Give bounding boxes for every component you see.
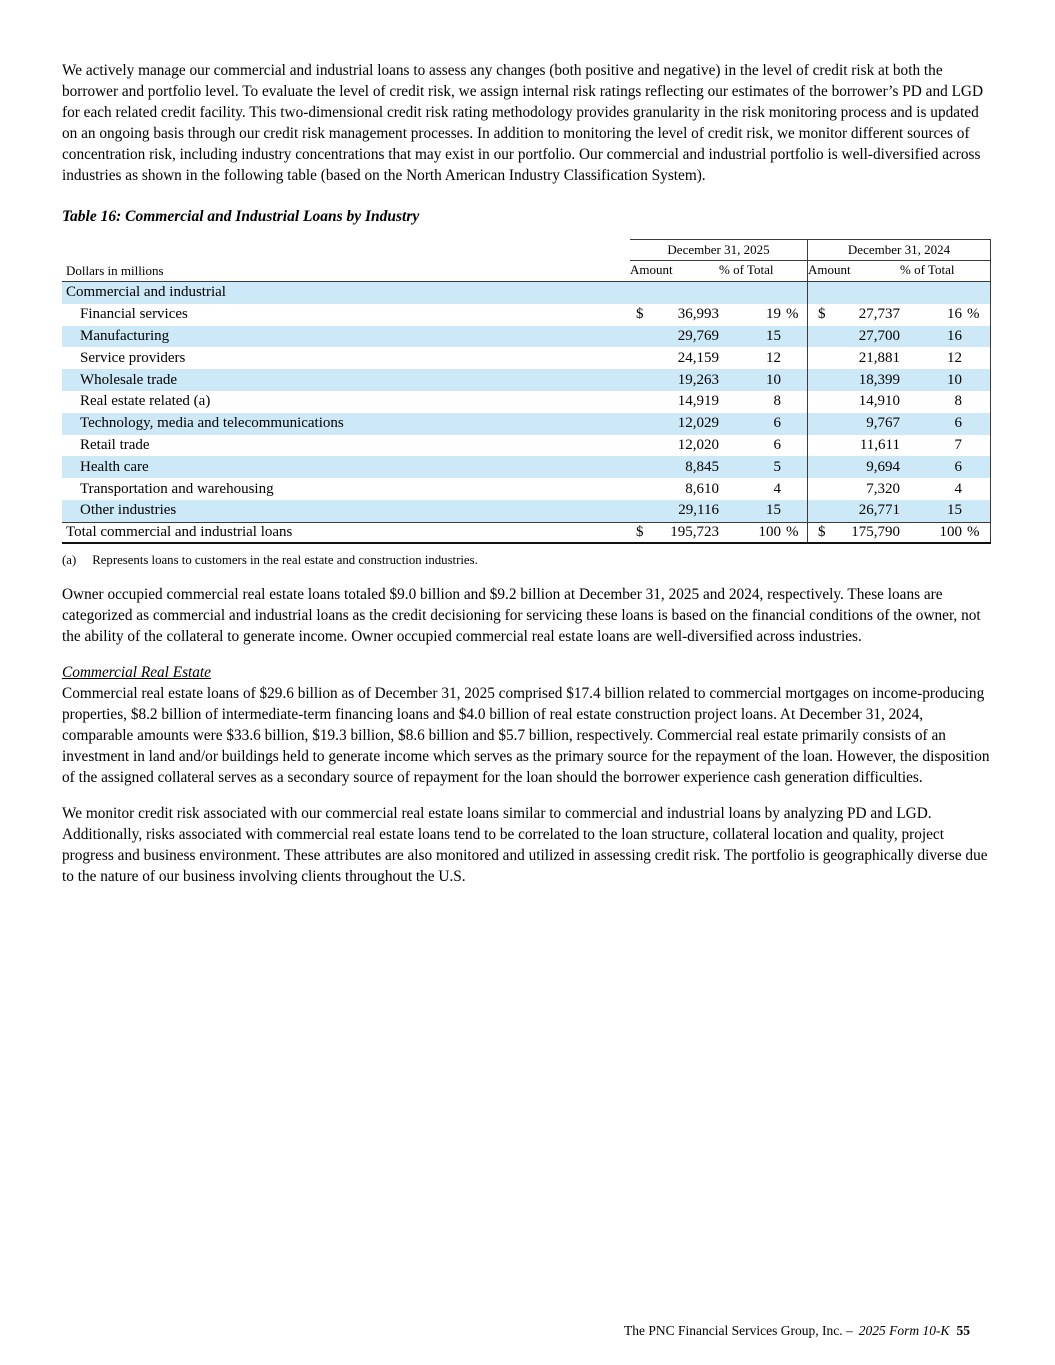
row-label: Commercial and industrial [66, 284, 226, 301]
row-values-2025 [630, 456, 807, 478]
amount-2025: 36,993 [677, 306, 719, 323]
header-spacer [62, 239, 630, 261]
amount-2025: 19,263 [677, 371, 719, 388]
row-label: Technology, media and telecommunications [80, 415, 344, 432]
table-row [62, 500, 991, 522]
pct-2024: 8 [954, 393, 962, 410]
table-row [62, 413, 991, 435]
amount-2024: 21,881 [858, 349, 900, 366]
commercial-real-estate-heading: Commercial Real Estate [62, 663, 211, 681]
industry-loans-table [62, 239, 991, 568]
amount-2024: 175,790 [851, 523, 900, 540]
table-footnote [62, 553, 991, 568]
footer-page-number: 55 [956, 1323, 970, 1338]
table-header-dates-row [62, 239, 991, 261]
pct-of-total-header-2025: % of Total [719, 262, 774, 277]
pct-2025: 10 [766, 371, 781, 388]
row-values-2024 [807, 304, 991, 326]
pct-2024: 6 [954, 458, 962, 475]
subheaders-2024 [807, 261, 991, 281]
amount-2024: 9,694 [866, 458, 900, 475]
amount-2024: 26,771 [858, 502, 900, 519]
row-values-2024 [807, 391, 991, 413]
amount-2024: 27,700 [858, 327, 900, 344]
pct-2025: 5 [773, 458, 781, 475]
row-values-2024 [807, 413, 991, 435]
amount-header-2025: Amount [630, 262, 673, 277]
pct-2024: 12 [947, 349, 962, 366]
paragraph-intro: We actively manage our commercial and industrial loans to assess any changes (both positive and negative) in the level of credit risk at both the borrower and portfolio level. To evaluate the level of credit risk, we assign internal risk ratings reflecting our estimates of the borrower’s PD and LGD for each related credit facility. This two-dimensional credit risk rating methodology provides granularity in the risk monitoring process and is updated on an ongoing basis through our credit risk management processes. In addition to monitoring the level of credit risk, we monitor different sources of concentration risk, including industry concentrations that may exist in our portfolio. Our commercial and industrial portfolio is well-diversified across industries as shown in the following table (based on the North American Industry Classification System). [62, 62, 984, 184]
pct-2025: 15 [766, 502, 781, 519]
amount-2025: 12,029 [677, 415, 719, 432]
amount-2025: 14,919 [677, 393, 719, 410]
row-values-2025 [630, 435, 807, 457]
row-values-2025 [630, 478, 807, 500]
table-row [62, 282, 991, 304]
amount-2024: 18,399 [858, 371, 900, 388]
row-label: Financial services [80, 306, 188, 323]
pct-2025: 6 [773, 415, 781, 432]
row-values-2024 [807, 326, 991, 348]
footer-company: The PNC Financial Services Group, Inc. – [624, 1323, 853, 1338]
amount-2025: 29,116 [678, 502, 719, 519]
row-values-2024 [807, 456, 991, 478]
subheaders-2025 [630, 261, 807, 281]
dollars-in-millions-label: Dollars in millions [66, 263, 164, 278]
pct-of-total-header-2024: % of Total [900, 262, 955, 277]
row-values-2024 [807, 478, 991, 500]
footnote-text: Represents loans to customers in the real estate and construction industries. [92, 552, 478, 567]
dollar-sign-2025: $ [636, 523, 644, 540]
paragraph-cre-body: Commercial real estate loans of $29.6 billion as of December 31, 2025 comprised $17.4 billion related to commercial mortgages on income-producing properties, $8.2 billion of intermediate-term financing loans and $4.0 billion of real estate construction project loans. At December 31, 2024, comparable amounts were $33.6 billion, $19.3 billion, $8.6 billion and $5.7 billion, respectively. Commercial real estate primarily consists of an investment in land and/or buildings held to generate income which serves as the primary source for the repayment of the loan. However, the disposition of the assigned collateral serves as a secondary source of repayment for the loan should the borrower experience cash generation difficulties. [62, 684, 990, 786]
pct-2024: 15 [947, 502, 962, 519]
table-row [62, 304, 991, 326]
pct-sign-2025: % [786, 523, 799, 540]
amount-2025: 8,845 [685, 458, 719, 475]
pct-2024: 6 [954, 415, 962, 432]
amount-2025: 29,769 [677, 327, 719, 344]
row-label: Service providers [80, 349, 186, 366]
row-values-2025 [630, 500, 807, 522]
table-header-sub-row [62, 261, 991, 282]
row-label: Health care [80, 458, 149, 475]
column-group-2025-header: December 31, 2025 [630, 239, 807, 261]
amount-2024: 14,910 [858, 393, 900, 410]
pct-2024: 16 [947, 306, 962, 323]
pct-2024: 7 [954, 436, 962, 453]
row-label: Transportation and warehousing [80, 480, 274, 497]
amount-2025: 24,159 [677, 349, 719, 366]
amount-2024: 9,767 [866, 415, 900, 432]
row-values-2024 [807, 369, 991, 391]
dollar-sign-2024: $ [818, 523, 826, 540]
pct-2025: 8 [773, 393, 781, 410]
row-values-2025 [630, 347, 807, 369]
table-row [62, 326, 991, 348]
pct-2025: 100 [758, 523, 781, 540]
row-values-2024 [807, 435, 991, 457]
pct-2025: 12 [766, 349, 781, 366]
amount-2025: 195,723 [670, 523, 719, 540]
amount-2024: 11,611 [859, 436, 900, 453]
pct-sign-2025: % [786, 306, 799, 323]
row-values-2025 [630, 282, 807, 304]
row-values-2025 [630, 304, 807, 326]
row-values-2025 [630, 523, 807, 542]
row-label: Retail trade [80, 436, 150, 453]
pct-2024: 100 [939, 523, 962, 540]
pct-2024: 4 [954, 480, 962, 497]
amount-2025: 8,610 [685, 480, 719, 497]
row-values-2024 [807, 282, 991, 304]
pct-2025: 4 [773, 480, 781, 497]
amount-2024: 27,737 [858, 306, 900, 323]
paragraph-owner-occupied: Owner occupied commercial real estate loans totaled $9.0 billion and $9.2 billion at December 31, 2025 and 2024, respectively. These loans are categorized as commercial and industrial loans as the credit decisioning for servicing these loans is based on the financial conditions of the owner, not the ability of the collateral to generate income. Owner occupied commercial real estate loans are well-diversified across industries. [62, 585, 981, 645]
table-body [62, 282, 991, 544]
dollar-sign-2024: $ [818, 306, 826, 323]
table-row [62, 478, 991, 500]
row-values-2025 [630, 326, 807, 348]
paragraph-monitor: We monitor credit risk associated with our commercial real estate loans similar to commercial and industrial loans by analyzing PD and LGD. Additionally, risks associated with commercial real estate loans tend to be correlated to the loan structure, collateral location and quality, project progress and business environment. These attributes are also monitored and utilized in assessing credit risk. The portfolio is geographically diverse due to the nature of our business involving clients throughout the U.S. [62, 804, 988, 885]
row-values-2025 [630, 413, 807, 435]
row-label: Wholesale trade [80, 371, 178, 388]
pct-2025: 19 [766, 306, 781, 323]
amount-header-2024: Amount [808, 262, 851, 277]
table-row [62, 522, 991, 544]
pct-2025: 15 [766, 327, 781, 344]
row-label: Other industries [80, 502, 177, 519]
pct-2025: 6 [773, 436, 781, 453]
footer-form-reference: 2025 Form 10-K [858, 1323, 950, 1338]
column-group-2024-header: December 31, 2024 [807, 239, 991, 261]
table-row [62, 391, 991, 413]
table-title: Table 16: Commercial and Industrial Loans by Industry [62, 208, 420, 225]
row-values-2024 [807, 500, 991, 522]
row-values-2024 [807, 523, 991, 542]
page-footer [624, 1323, 970, 1339]
pct-2024: 16 [947, 327, 962, 344]
pct-sign-2024: % [967, 523, 980, 540]
row-values-2024 [807, 347, 991, 369]
row-values-2025 [630, 391, 807, 413]
row-label: Total commercial and industrial loans [66, 523, 293, 540]
footnote-marker: (a) [62, 552, 77, 567]
row-values-2025 [630, 369, 807, 391]
amount-2025: 12,020 [677, 436, 719, 453]
table-row [62, 435, 991, 457]
row-label: Real estate related (a) [80, 393, 211, 410]
table-row [62, 369, 991, 391]
dollar-sign-2025: $ [636, 306, 644, 323]
table-row [62, 347, 991, 369]
table-row [62, 456, 991, 478]
pct-2024: 10 [947, 371, 962, 388]
page-content [62, 0, 991, 887]
row-label: Manufacturing [80, 327, 170, 344]
pct-sign-2024: % [967, 306, 980, 323]
amount-2024: 7,320 [866, 480, 900, 497]
